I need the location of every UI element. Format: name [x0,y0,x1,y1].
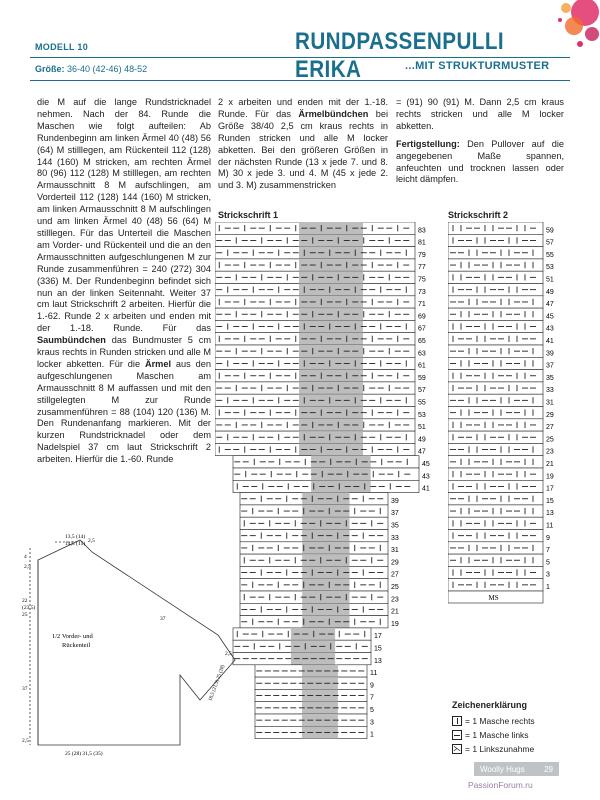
svg-text:37: 37 [160,616,166,622]
chart1-row [240,542,388,554]
chart1-row-number: 79 [418,251,426,259]
chart1-row-number: 65 [418,338,426,345]
chart2-row-number: 9 [546,534,550,542]
chart1-row-number: 57 [418,387,426,395]
svg-text:(23,5): (23,5) [22,605,36,611]
chart1-row [215,333,415,345]
chart2-row [448,468,543,480]
chart1-row-number: 81 [418,239,426,247]
chart1-row-number: 15 [374,645,382,653]
chart1-row-number: 7 [370,694,374,702]
chart2-row [448,234,543,246]
svg-text:Rückenteil: Rückenteil [62,642,91,649]
chart1-row-number: 3 [370,719,374,727]
chart1-row-number: 19 [391,620,399,628]
chart1-row [255,714,367,726]
chart2-row-number: 5 [546,559,550,567]
text-column-2: 2 x arbeiten und enden mit der 1.-18. Runde. Für das Ärmelbündchen bei Größe 38/40 2,5 cm kraus rechts in Runden stricken und alle M locker abketten. Bei den größeren Größen in der nächsten Runde (13 x jede 7. und 8. M) 30 x jede 3. und 4. M (45 x jede 2. und 3. M) zusammenstricken [218,97,388,191]
chart1-row [233,480,419,492]
chart1-row-number: 63 [418,350,426,358]
chart1-row [255,689,367,701]
legend-knit: = 1 Masche rechts [452,716,535,726]
purl-symbol-icon [452,730,462,740]
svg-text:2,5: 2,5 [88,538,95,544]
chart1-row-number: 35 [391,522,399,530]
chart1-row [215,234,415,246]
chart1-row [215,382,415,394]
chart1-row [215,357,415,369]
chart2-row-number: 59 [546,227,554,235]
chart1-row-number: 67 [418,325,426,333]
svg-text:2,5: 2,5 [22,738,29,744]
chart2-row [448,333,543,345]
chart2-row [448,443,543,455]
chart1-row-number: 45 [422,461,430,468]
chart1-row-number: 43 [422,473,430,481]
chart1-row [215,247,415,259]
chart2-row-number: 29 [546,411,554,419]
chart1-row-number: 75 [418,276,426,284]
svg-text:25: 25 [22,612,28,618]
chart1-row-number: 55 [418,399,426,407]
chart1-row-number: 11 [370,670,378,678]
chart2-row-number: 39 [546,350,554,358]
ms-label: MS [488,594,499,602]
svg-text:22: 22 [22,598,28,604]
chart1-row [240,591,388,603]
chart2-row [448,407,543,419]
chart2-row [448,382,543,394]
page-title: RUNDPASSENPULLI ERIKA [295,28,505,83]
legend-increase: ⋋ = 1 Linkszunahme [453,744,535,754]
chart1-row-number: 49 [418,436,426,444]
chart2-row [448,394,543,406]
chart2-row [448,542,543,554]
chart1-row-number: 9 [370,682,374,690]
svg-text:13,5 (14): 13,5 (14) [65,534,86,540]
knit-symbol-icon [452,716,462,726]
chart2-row-number: 41 [546,338,554,345]
chart1-row [215,370,415,382]
chart2-row [448,554,543,566]
chart2-title: Strickschrift 2 [448,210,509,220]
chart1-row-number: 25 [391,584,399,591]
chart2-row [448,357,543,369]
chart1-row-number: 31 [391,547,399,555]
svg-text:2,5: 2,5 [24,564,31,570]
chart2-row-number: 51 [546,276,554,284]
chart1-row [240,566,388,578]
chart1-row [215,394,415,406]
chart1-row-number: 41 [422,485,430,493]
chart2-row-number: 23 [546,448,554,456]
chart1-row-number: 1 [370,731,374,739]
page-subtitle: ...MIT STRUKTURMUSTER [405,60,550,72]
chart1-row [240,616,388,628]
chart2-row-number: 1 [546,584,550,591]
text-column-1: die M auf die lange Rundstricknadel nehmen. Nach der 84. Runde die Maschen wie folgt aufteilen: Ab Rundenbeginn am linken Ärmel 40 (48) 56 (64) M stilllegen, am Rückenteil 112 (128) 144 (160) M stricken, am rechten Ärmel 80 (96) 112 (128) M stilllegen, am rechten Armausschnitt 8 M aufschlingen, am Vorderteil 112 (128) 144 (160) M stricken, am linken Armausschnitt 8 M aufschlingen und am linken Ärmel 40 (48) 56 (64) M stilllegen. Für das Unterteil die Maschen am Vorder- und Rückenteil und die an den Armausschnitten aufgeschlungenen M zur Runde zusammenführen = 240 (272) 304 (336) M. Der Rundenbeginn befindet sich nun an der linken Seitennaht. Weiter 37 cm laut Strickschrift 2 arbeiten. Hierfür die 1.-62. Runde 2 x arbeiten und enden mit der 1.-18. Runde. Für das Saumbündchen das Bundmuster 5 cm kraus rechts in Runden stricken und alle M locker abketten. Für die Ärmel aus den aufgeschlungenen Maschen am Armausschnitt 8 M auffassen und mit den stillgelegten M zur Runde zusammenführen = 88 (104) 120 (136) M. Den Rundenanfang markieren. Mit der kurzen Rundstricknadel oder dem Nadelspiel 37 cm laut Strickschrift 2 arbeiten. Hierfür die 1.-60. Runde [37,97,211,465]
footer-page-tag: Woolly Hugs 29 [474,762,559,776]
chart1-row [240,517,388,529]
chart1-row [215,222,415,234]
chart2-row [448,566,543,578]
chart2-row [448,222,543,234]
chart2-row [448,320,543,332]
chart2-row-number: 13 [546,510,554,518]
chart2-row [448,271,543,283]
chart1-row [215,296,415,308]
watermark: PassionForum.ru [468,780,533,790]
chart1-row [233,468,419,480]
chart1-row-number: 27 [391,571,399,579]
chart2-row-number: 11 [546,522,554,530]
chart2-row [448,419,543,431]
chart2-row [448,480,543,492]
chart1-row [215,345,415,357]
chart1-row-number: 71 [418,301,426,309]
chart2-row-number: 21 [546,461,554,468]
chart2-row-number: 55 [546,251,554,259]
chart1-row [255,665,367,677]
chart1-row [240,579,388,591]
chart1-row-number: 47 [418,448,426,456]
chart2-row-number: 25 [546,436,554,444]
chart1-row-number: 59 [418,374,426,382]
chart1-row-number: 17 [374,633,382,641]
chart2-row [448,505,543,517]
svg-text:37: 37 [22,686,28,692]
chart1-row [215,284,415,296]
svg-text:1/2 Vorder- und: 1/2 Vorder- und [52,633,93,640]
chart2-row-number: 49 [546,288,554,296]
chart1-row [215,419,415,431]
chart2-row-number: 15 [546,497,554,505]
chart2-row-number: 3 [546,571,550,579]
chart2-row-number: 57 [546,239,554,247]
chart1-row-number: 69 [418,313,426,321]
chart1-row [215,443,415,455]
garment-schematic [10,530,260,770]
chart1-row-number: 13 [374,657,382,665]
chart1-row-number: 73 [418,288,426,296]
chart2-row-number: 37 [546,362,554,370]
chart1-row-number: 61 [418,362,426,370]
chart2-row [448,493,543,505]
chart1-row-number: 21 [391,608,399,616]
chart1-row-number: 37 [391,510,399,518]
chart1-row [240,603,388,615]
chart2-row [448,370,543,382]
chart2-row [448,345,543,357]
chart2-row-number: 19 [546,473,554,481]
chart2-row-number: 47 [546,301,554,309]
chart2-row-number: 31 [546,399,554,407]
chart1-row [240,493,388,505]
knitting-chart-2 [448,222,568,612]
chart2-row-number: 33 [546,387,554,395]
chart1-row-number: 51 [418,424,426,432]
chart1-row [240,505,388,517]
chart2-row [448,530,543,542]
chart2-row-number: 17 [546,485,554,493]
svg-text:25 (28) 31,5 (35): 25 (28) 31,5 (35) [65,751,103,757]
svg-text:18,5 (21,5) 25 (28): 18,5 (21,5) 25 (28) [208,664,227,702]
chart1-row-number: 53 [418,411,426,419]
chart1-row [255,726,367,738]
chart2-row [448,284,543,296]
chart2-row [448,247,543,259]
chart1-row-number: 39 [391,497,399,505]
chart1-row [240,554,388,566]
model-label: MODELL 10 [35,42,89,52]
chart1-row-number: 77 [418,264,426,272]
chart1-row-number: 29 [391,559,399,567]
legend-title: Zeichenerklärung [452,700,528,710]
chart2-row-number: 7 [546,547,550,555]
chart1-row-number: 23 [391,596,399,604]
chart2-row [448,296,543,308]
svg-text:14,5 (15): 14,5 (15) [65,541,86,547]
chart1-row [215,259,415,271]
chart1-row [215,407,415,419]
chart2-row [448,431,543,443]
chart2-row-number: 27 [546,424,554,432]
chart1-row [215,431,415,443]
chart1-row [215,308,415,320]
chart2-row [448,259,543,271]
chart1-row [215,320,415,332]
chart1-row [255,702,367,714]
chart1-row-number: 5 [370,707,374,714]
text-column-3: = (91) 90 (91) M. Dann 2,5 cm kraus rechts stricken und alle M locker abketten. Fertigstellung: Den Pullover auf die angegebenen Maße spannen, anfeuchten und trocknen lassen oder leicht dämpfen. [396,97,564,185]
legend-purl: = 1 Masche links [452,730,529,740]
chart2-row [448,308,543,320]
chart1-row-number: 33 [391,534,399,542]
chart2-row-number: 35 [546,374,554,382]
chart2-row-number: 53 [546,264,554,272]
chart1-row-number: 83 [418,227,426,235]
chart1-row [233,456,419,468]
chart1-row [255,677,367,689]
size-line: Größe: 36-40 (42-46) 48-52 [35,64,148,74]
chart2-row [448,517,543,529]
chart1-row [240,530,388,542]
chart2-row [448,456,543,468]
chart1-title: Strickschrift 1 [218,210,279,220]
chart2-row-number: 43 [546,325,554,333]
chart2-row-number: 45 [546,313,554,321]
svg-text:2,5: 2,5 [225,651,232,657]
svg-text:4: 4 [24,554,27,560]
chart1-row [215,271,415,283]
chart2-row [448,579,543,591]
increase-symbol-icon: ⋋ [453,744,461,753]
